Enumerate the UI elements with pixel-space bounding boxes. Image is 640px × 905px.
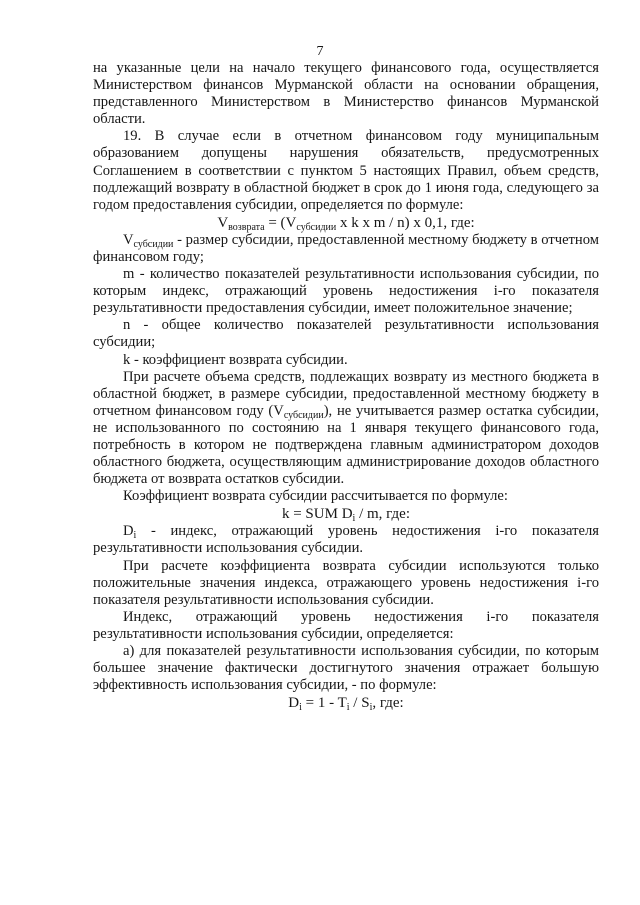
paragraph-item-a: а) для показателей результативности использования субсидии, по которым большее значение фактически достигнутого значения отражает большую эффективность использования субсидии, - по формуле:: [93, 643, 599, 694]
formula-part: / m, где:: [355, 506, 411, 523]
formula-subscript: субсидии: [296, 221, 337, 233]
definition-v-subsidy: [93, 232, 599, 266]
paragraph-positive-values: При расчете коэффициента возврата субсидии используются только положительные значения индекса, отражающего уровень недостижения i-го показателя результативности использования субсидии.: [93, 557, 599, 608]
symbol-subscript: субсидии: [133, 238, 174, 250]
definition-m: m - количество показателей результативности использования субсидии, по которым индекс, отражающий уровень недостижения i-го показателя результативности предоставления субсидии, имеет положительное значение;: [93, 266, 599, 317]
symbol-d: D: [123, 523, 134, 540]
symbol-v: V: [123, 231, 134, 248]
definition-text: - индекс, отражающий уровень недостижения i-го показателя результативности использования субсидии.: [93, 523, 599, 557]
formula-index: [93, 694, 599, 712]
formula-return-volume: [93, 214, 599, 232]
formula-subscript: i: [369, 702, 373, 714]
paragraph-coefficient-intro: Коэффициент возврата субсидии рассчитывается по формуле:: [123, 488, 508, 505]
paragraph-calculation-note: [93, 369, 599, 489]
definition-text: - размер субсидии, предоставленной местному бюджету в отчетном финансовом году;: [93, 231, 599, 265]
symbol-subscript: i: [133, 530, 137, 542]
page-number: 7: [316, 44, 324, 59]
formula-part: k = SUM D: [281, 506, 353, 523]
formula-part: / S: [349, 695, 370, 712]
paragraph-text: ), не учитывается размер остатка субсидии, не использованного по состоянию на 1 января текущего финансового года, потребность в котором не подтверждена главным администратором доходов областного бюджета, осуществляющим администрирование доходов областного бюджета от возврата остатков субсидии.: [93, 402, 599, 488]
paragraph-text: При расчете объема средств, подлежащих возврату из местного бюджета в областной бюджет, в размере субсидии, предоставленной местному бюджету в отчетном финансовом году (V: [93, 368, 599, 419]
formula-part: D: [288, 695, 300, 712]
definition-k: k - коэффициент возврата субсидии.: [123, 351, 348, 368]
formula-subscript: i: [352, 513, 356, 525]
paragraph-clause-19: 19. В случае если в отчетном финансовом году муниципальным образованием допущены нарушения обязательств, предусмотренных Соглашением в соответствии с пунктом 5 настоящих Правил, объем средств, подлежащий возврату в областной бюджет в срок до 1 июня года, следующего за годом предоставления субсидии, определяется по формуле:: [93, 128, 599, 213]
formula-part: = (V: [264, 214, 297, 231]
formula-subscript: возврата: [228, 221, 265, 233]
formula-part: = 1 - T: [301, 695, 347, 712]
formula-coefficient: [93, 505, 599, 523]
definition-n: n - общее количество показателей результативности использования субсидии;: [93, 317, 599, 351]
formula-part: , где:: [372, 695, 404, 712]
symbol-subscript: субсидии: [283, 409, 324, 421]
formula-symbol: V: [217, 214, 229, 231]
formula-subscript: i: [346, 702, 350, 714]
paragraph-index-definition: Индекс, отражающий уровень недостижения i-го показателя результативности использования субсидии, определяется:: [93, 608, 599, 642]
formula-part: x k x m / n) x 0,1, где:: [336, 214, 475, 231]
definition-d-index: [93, 523, 599, 557]
formula-subscript: i: [299, 702, 302, 714]
paragraph-continuation: на указанные цели на начало текущего финансового года, осуществляется Министерством финансов Мурманской области на основании обращения, представленного Министерством в Министерство финансов Мурманской области.: [93, 60, 599, 128]
document-body: [93, 60, 599, 712]
